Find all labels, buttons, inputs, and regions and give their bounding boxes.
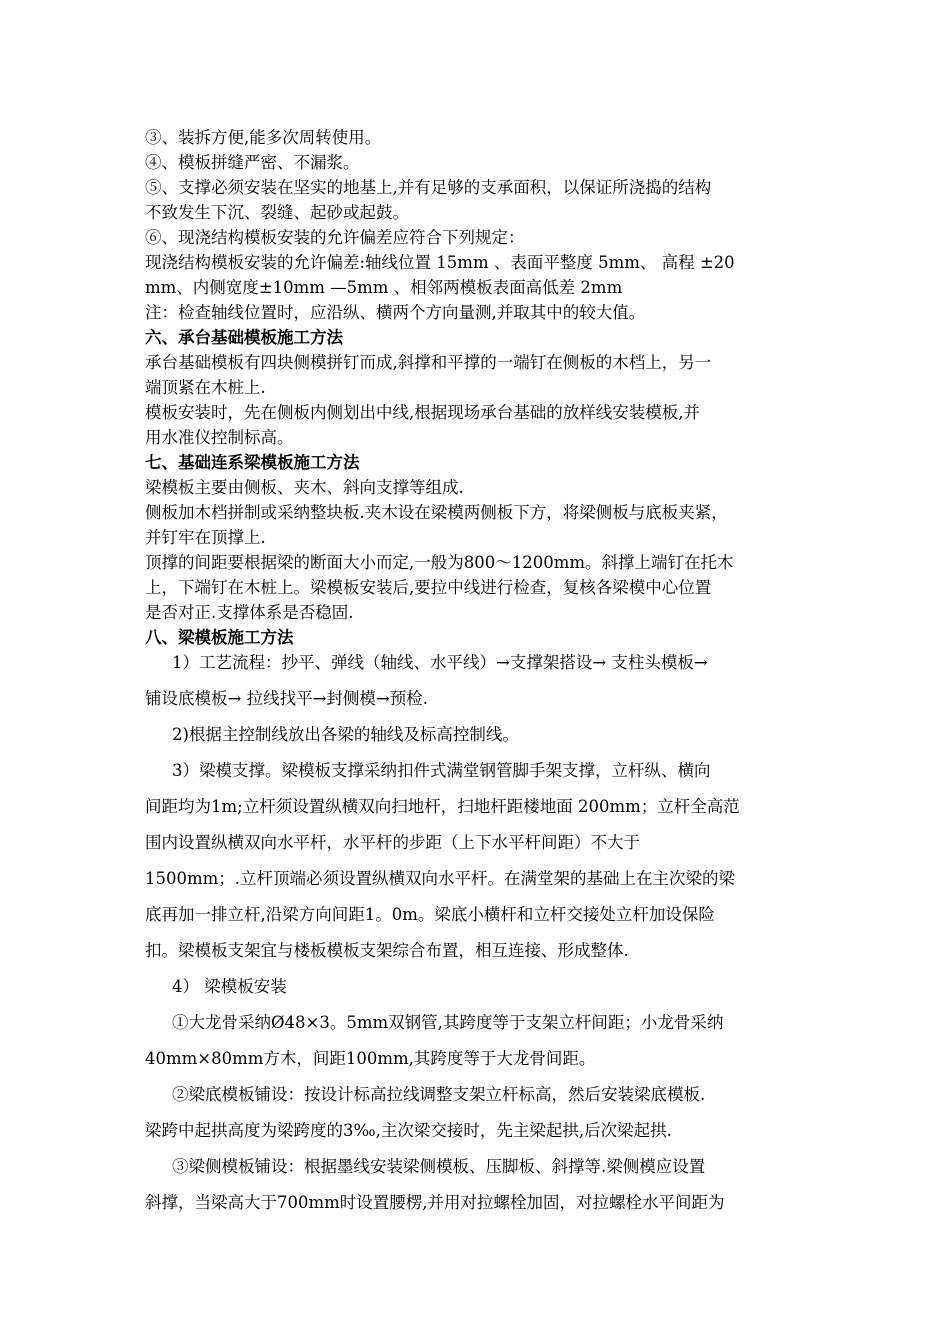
text-line: 梁模板主要由侧板、夹木、斜向支撑等组成.	[145, 478, 464, 497]
section-heading: 七、基础连系梁模板施工方法	[145, 453, 360, 472]
text-line: 围内设置纵横双向水平杆，水平杆的步距（上下水平杆间距）不大于	[145, 833, 640, 852]
text-line: ③、装拆方便,能多次周转使用。	[145, 128, 382, 147]
text-line: 梁跨中起拱高度为梁跨度的3‰,主次梁交接时，先主梁起拱,后次梁起拱.	[145, 1121, 672, 1140]
text-line: 顶撑的间距要根据梁的断面大小而定,一般为800～1200mm。斜撑上端钉在托木	[145, 553, 734, 572]
text-line: 用水准仪控制标高。	[145, 428, 294, 447]
text-line: 底再加一排立杆,沿梁方向间距1。0m。梁底小横杆和立杆交接处立杆加设保险	[145, 905, 715, 924]
text-line: 不致发生下沉、裂缝、起砂或起鼓。	[145, 203, 409, 222]
text-line: ⑥、现浇结构模板安装的允许偏差应符合下列规定：	[145, 228, 525, 247]
text-line: ④、模板拼缝严密、不漏浆。	[145, 153, 360, 172]
text-line: 并钉牢在顶撑上.	[145, 528, 266, 547]
text-line: 现浇结构模板安装的允许偏差:轴线位置 15mm 、表面平整度 5mm、 高程 ±20	[145, 253, 735, 272]
text-line: ⑤、支撑必须安装在坚实的地基上,并有足够的支承面积，以保证所浇捣的结构	[145, 178, 712, 197]
section-heading: 六、承台基础模板施工方法	[145, 328, 343, 347]
text-line: 侧板加木档拼制或采纳整块板.夹木设在梁模两侧板下方，将梁侧板与底板夹紧，	[145, 503, 728, 522]
text-line: 斜撑，当梁高大于700mm时设置腰楞,并用对拉螺栓加固，对拉螺栓水平间距为	[145, 1193, 725, 1212]
text-line: 是否对正.支撑体系是否稳固.	[145, 603, 354, 622]
text-line: ①大龙骨采纳Ø48×3。5mm双钢管,其跨度等于支架立杆间距；小龙骨采纳	[172, 1013, 724, 1032]
text-line: 1500mm；.立杆顶端必须设置纵横双向水平杆。在满堂架的基础上在主次梁的梁	[145, 869, 736, 888]
text-line: 3）梁模支撑。梁模板支撑采纳扣件式满堂钢管脚手架支撑，立杆纵、横向	[172, 761, 711, 780]
text-line: ②梁底模板铺设：按设计标高拉线调整支架立杆标高，然后安装梁底模板.	[172, 1085, 706, 1104]
text-line: 4） 梁模板安装	[172, 977, 287, 996]
text-line: 端顶紧在木桩上.	[145, 378, 266, 397]
text-line: 扣。梁模板支架宜与楼板模板支架综合布置，相互连接、形成整体.	[145, 941, 629, 960]
text-line: ③梁侧模板铺设：根据墨线安装梁侧模板、压脚板、斜撑等.梁侧模应设置	[172, 1157, 706, 1176]
text-line: 间距均为1m;立杆须设置纵横双向扫地杆，扫地杆距楼地面 200mm；立杆全高范	[145, 797, 740, 816]
text-line: 模板安装时，先在侧板内侧划出中线,根据现场承台基础的放样线安装模板,并	[145, 403, 700, 422]
text-line: 2)根据主控制线放出各梁的轴线及标高控制线。	[172, 725, 519, 744]
section-heading: 八、梁模板施工方法	[145, 628, 294, 647]
text-line: 铺设底模板→ 拉线找平→封侧模→预检.	[145, 689, 428, 708]
text-line: mm、内侧宽度±10mm —5mm 、相邻两模板表面高低差 2mm	[145, 278, 623, 297]
text-line: 承台基础模板有四块侧模拼钉而成,斜撑和平撑的一端钉在侧板的木档上，另一	[145, 353, 712, 372]
text-line: 40mm×80mm方木，间距100mm,其跨度等于大龙骨间距。	[145, 1049, 596, 1068]
text-line: 注：检查轴线位置时，应沿纵、横两个方向量测,并取其中的较大值。	[145, 303, 646, 322]
text-line: 1）工艺流程：抄平、弹线（轴线、水平线）→支撑架搭设→ 支柱头模板→	[172, 653, 708, 672]
text-line: 上，下端钉在木桩上。梁模板安装后,要拉中线进行检查，复核各梁模中心位置	[145, 578, 712, 597]
